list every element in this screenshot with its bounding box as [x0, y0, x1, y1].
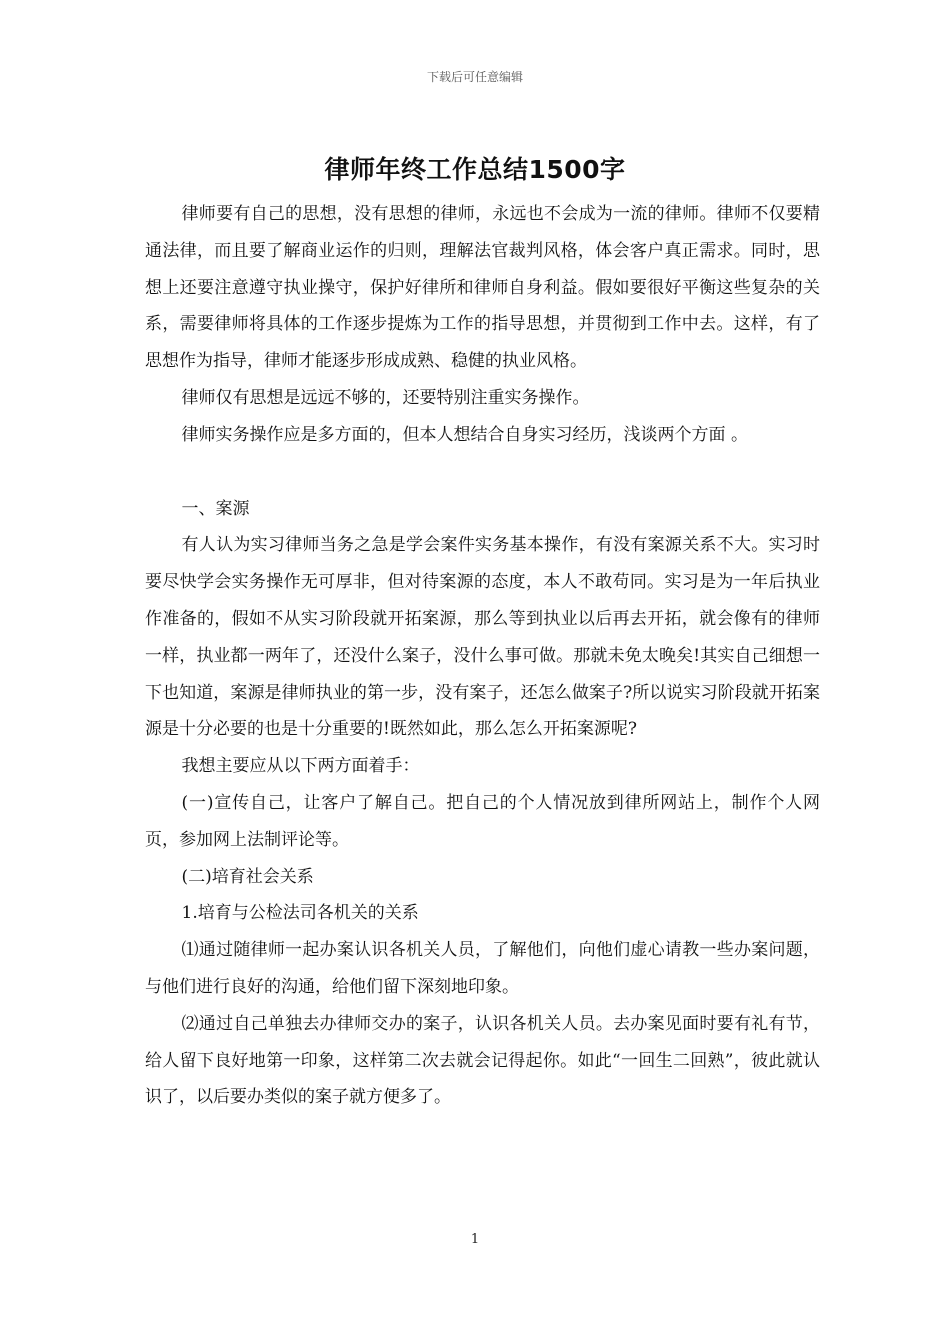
paragraph: 我想主要应从以下两方面着手：	[181, 756, 420, 777]
paragraph: 律师仅有思想是远远不够的，还要特别注重实务操作。	[181, 387, 590, 408]
document-title: 律师年终工作总结1500字	[324, 155, 626, 184]
subsection-heading: 1.培育与公检法司各机关的关系	[181, 903, 419, 924]
paragraph: 律师要有自己的思想，没有思想的律师，永远也不会成为一流的律师。律师不仅要精通法律，而且要了解商业运作的归则，理解法官裁判风格，体会客户真正需求。同时，思想上还要注意遵守执业操守，保护好律所和律师自身利益。假如要很好平衡这些复杂的关系，需要律师将具体的工作逐步提炼为工作的指导思想，并贯彻到工作中去。这样，有了思想作为指导，律师才能逐步形成成熟、稳健的执业风格。	[145, 204, 820, 372]
paragraph: ⑴通过随律师一起办案认识各机关人员，了解他们，向他们虚心请教一些办案问题，与他们进行良好的沟通，给他们留下深刻地印象。	[145, 940, 820, 997]
document-body	[145, 196, 820, 1116]
paragraph: 有人认为实习律师当务之急是学会案件实务基本操作，有没有案源关系不大。实习时要尽快学会实务操作无可厚非，但对待案源的态度，本人不敢苟同。实习是为一年后执业作准备的，假如不从实习阶段就开拓案源，那么等到执业以后再去开拓，就会像有的律师一样，执业都一两年了，还没什么案子，没什么事可做。那就未免太晚矣!其实自己细想一下也知道，案源是律师执业的第一步，没有案子，还怎么做案子?所以说实习阶段就开拓案源是十分必要的也是十分重要的!既然如此，那么怎么开拓案源呢?	[145, 535, 820, 740]
section-heading: 一、案源	[181, 498, 250, 519]
paragraph: (一)宣传自己，让客户了解自己。把自己的个人情况放到律所网站上，制作个人网页，参加网上法制评论等。	[145, 792, 820, 850]
page-number: 1	[470, 1232, 480, 1247]
paragraph: 律师实务操作应是多方面的，但本人想结合自身实习经历，浅谈两个方面 。	[181, 424, 748, 445]
page-header: 下载后可任意编辑	[426, 70, 523, 84]
paragraph: ⑵通过自己单独去办律师交办的案子，认识各机关人员。去办案见面时要有礼有节，给人留下良好地第一印象，这样第二次去就会记得起你。如此“一回生二回熟”，彼此就认识了，以后要办类似的案子就方便多了。	[145, 1013, 820, 1108]
subsection-heading: (二)培育社会关系	[181, 866, 314, 887]
